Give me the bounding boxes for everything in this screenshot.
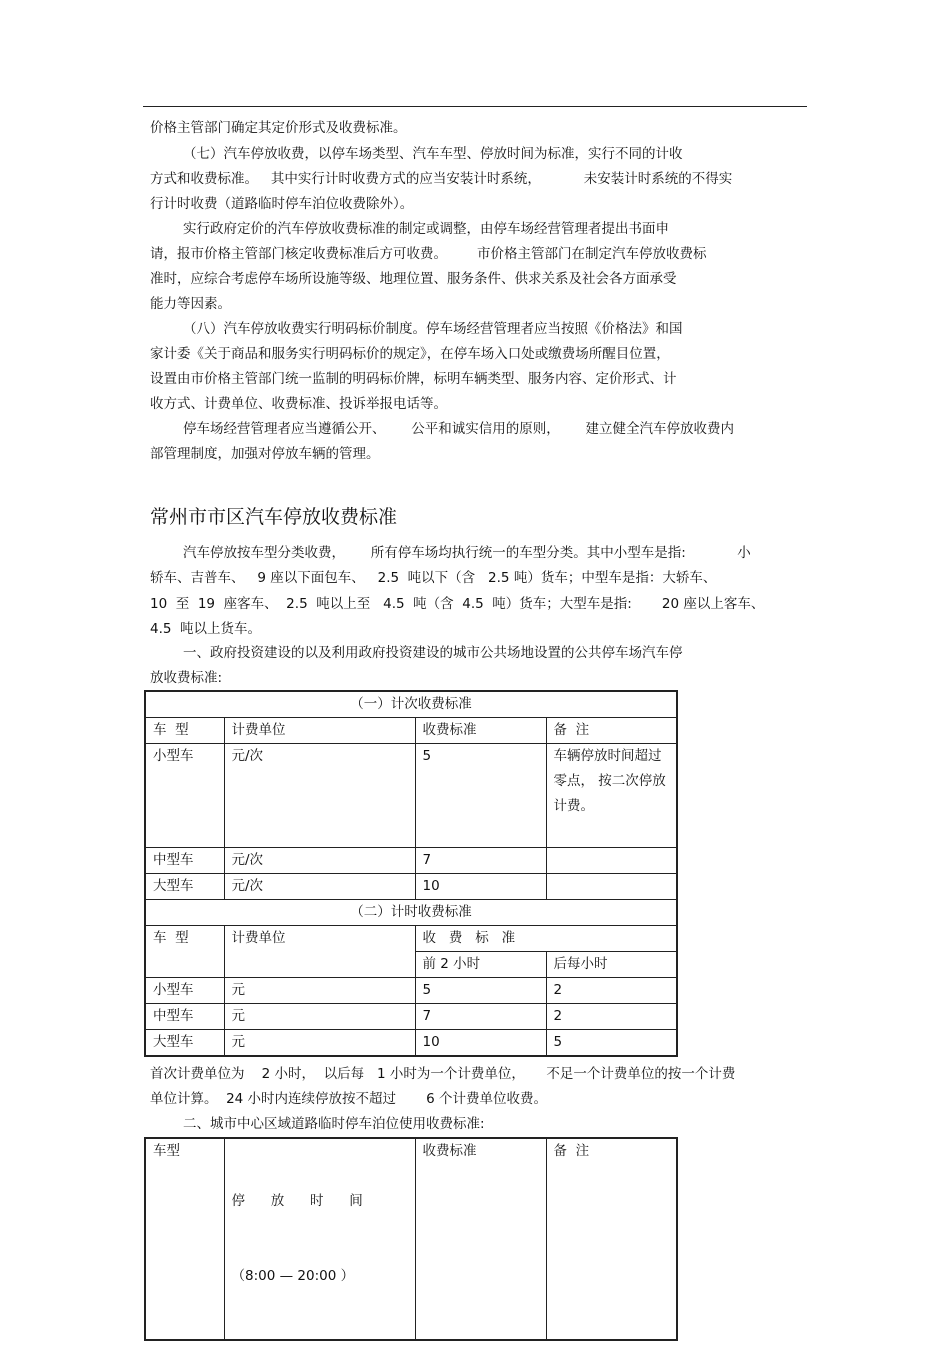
table-row bbox=[145, 1030, 677, 1057]
street-parking-table bbox=[144, 1137, 678, 1341]
cell-note bbox=[546, 874, 677, 900]
cell-unit: 元/次 bbox=[224, 744, 415, 848]
cell-fee: 5 bbox=[415, 744, 546, 848]
paragraph-line: 价格主管部门确定其定价形式及收费标准。 bbox=[150, 120, 407, 136]
header-time-range: （8:00 — 20:00 ） bbox=[231, 1268, 355, 1284]
cell-unit: 元/次 bbox=[224, 848, 415, 874]
cell-note bbox=[546, 848, 677, 874]
paragraph-line: 能力等因素。 bbox=[150, 296, 231, 312]
note-line: 首次计费单位为 2 小时， 以后每 1 小时为一个计费单位， 不足一个计费单位的按一个计费 bbox=[150, 1066, 736, 1082]
paragraph-line: 收方式、计费单位、收费标准、投诉举报电话等。 bbox=[150, 396, 447, 412]
paragraph-line: 设置由市价格主管部门统一监制的明码标价牌，标明车辆类型、服务内容、定价形式、计 bbox=[150, 371, 677, 387]
caption-hourly: （二）计时收费标准 bbox=[145, 900, 677, 926]
cell-after: 2 bbox=[546, 978, 677, 1004]
cell-unit: 元/次 bbox=[224, 874, 415, 900]
cell-unit: 元 bbox=[224, 978, 415, 1004]
table-header-row bbox=[145, 1138, 677, 1340]
cell-after: 2 bbox=[546, 1004, 677, 1030]
table-caption-row bbox=[145, 691, 677, 718]
cell-type: 大型车 bbox=[145, 1030, 224, 1057]
table-header-row bbox=[145, 926, 677, 952]
header-time-label: 停 放 时 间 bbox=[231, 1193, 363, 1209]
header-cell: 收 费 标 准 bbox=[415, 926, 677, 952]
table-row bbox=[145, 848, 677, 874]
paragraph-line: （八）汽车停放收费实行明码标价制度。停车场经营管理者应当按照《价格法》和国 bbox=[183, 321, 683, 337]
cell-after: 5 bbox=[546, 1030, 677, 1057]
cell-unit: 元 bbox=[224, 1030, 415, 1057]
subheader-cell: 后每小时 bbox=[546, 952, 677, 978]
intro-line: 放收费标准: bbox=[150, 670, 223, 686]
header-rule bbox=[143, 106, 807, 107]
intro-line: 4.5 吨以上货车。 bbox=[150, 621, 262, 637]
paragraph-line: 准时，应综合考虑停车场所设施等级、地理位置、服务条件、供求关系及社会各方面承受 bbox=[150, 271, 677, 287]
cell-first: 5 bbox=[415, 978, 546, 1004]
intro-line: 10 至 19 座客车、 2.5 吨以上至 4.5 吨（含 4.5 吨）货车；大型车是指: 20 座以上客车、 bbox=[150, 596, 765, 612]
header-cell: 计费单位 bbox=[224, 718, 415, 744]
fee-table bbox=[144, 690, 678, 1057]
header-cell: 收费标准 bbox=[415, 718, 546, 744]
cell-type: 中型车 bbox=[145, 1004, 224, 1030]
table-row bbox=[145, 1004, 677, 1030]
cell-type: 中型车 bbox=[145, 848, 224, 874]
header-cell: 计费单位 bbox=[224, 926, 415, 978]
cell-fee: 10 bbox=[415, 874, 546, 900]
paragraph-line: 请，报市价格主管部门核定收费标准后方可收费。 市价格主管部门在制定汽车停放收费标 bbox=[150, 246, 707, 262]
table-row bbox=[145, 874, 677, 900]
cell-first: 10 bbox=[415, 1030, 546, 1057]
header-cell: 车型 bbox=[145, 1138, 224, 1340]
subheader-cell: 前 2 小时 bbox=[415, 952, 546, 978]
intro-line: 汽车停放按车型分类收费， 所有停车场均执行统一的车型分类。其中小型车是指: 小 bbox=[183, 545, 751, 561]
table-row bbox=[145, 744, 677, 848]
header-cell-time bbox=[224, 1138, 415, 1340]
paragraph-line: 停车场经营管理者应当遵循公开、 公平和诚实信用的原则， 建立健全汽车停放收费内 bbox=[183, 421, 734, 437]
table-row bbox=[145, 978, 677, 1004]
header-cell: 备 注 bbox=[546, 718, 677, 744]
header-cell: 车 型 bbox=[145, 926, 224, 978]
paragraph-line: 家计委《关于商品和服务实行明码标价的规定》，在停车场入口处或缴费场所醒目位置， bbox=[150, 346, 670, 362]
note-line: 二、城市中心区域道路临时停车泊位使用收费标准: bbox=[183, 1116, 485, 1132]
cell-note: 车辆停放时间超过零点， 按二次停放计费。 bbox=[546, 744, 677, 848]
cell-type: 小型车 bbox=[145, 978, 224, 1004]
paragraph-line: 行计时收费（道路临时停车泊位收费除外）。 bbox=[150, 196, 414, 212]
cell-type: 大型车 bbox=[145, 874, 224, 900]
table-header-row bbox=[145, 718, 677, 744]
intro-line: 轿车、吉普车、 9 座以下面包车、 2.5 吨以下（含 2.5 吨）货车；中型车是指：大轿车、 bbox=[150, 570, 717, 586]
paragraph-line: （七）汽车停放收费，以停车场类型、汽车车型、停放时间为标准，实行不同的计收 bbox=[183, 146, 683, 162]
caption-per-visit: （一）计次收费标准 bbox=[145, 691, 677, 718]
header-cell: 收费标准 bbox=[415, 1138, 546, 1340]
paragraph-line: 方式和收费标准。 其中实行计时收费方式的应当安装计时系统， 未安装计时系统的不得实 bbox=[150, 171, 733, 187]
cell-first: 7 bbox=[415, 1004, 546, 1030]
header-cell: 车 型 bbox=[145, 718, 224, 744]
cell-type: 小型车 bbox=[145, 744, 224, 848]
intro-line: 一、政府投资建设的以及利用政府投资建设的城市公共场地设置的公共停车场汽车停 bbox=[183, 645, 683, 661]
section-title: 常州市市区汽车停放收费标准 bbox=[150, 506, 398, 528]
note-line: 单位计算。 24 小时内连续停放按不超过 6 个计费单位收费。 bbox=[150, 1091, 547, 1107]
header-cell: 备 注 bbox=[546, 1138, 677, 1340]
cell-fee: 7 bbox=[415, 848, 546, 874]
paragraph-line: 实行政府定价的汽车停放收费标准的制定或调整，由停车场经营管理者提出书面申 bbox=[183, 221, 669, 237]
cell-unit: 元 bbox=[224, 1004, 415, 1030]
paragraph-line: 部管理制度，加强对停放车辆的管理。 bbox=[150, 446, 380, 462]
table-caption-row bbox=[145, 900, 677, 926]
